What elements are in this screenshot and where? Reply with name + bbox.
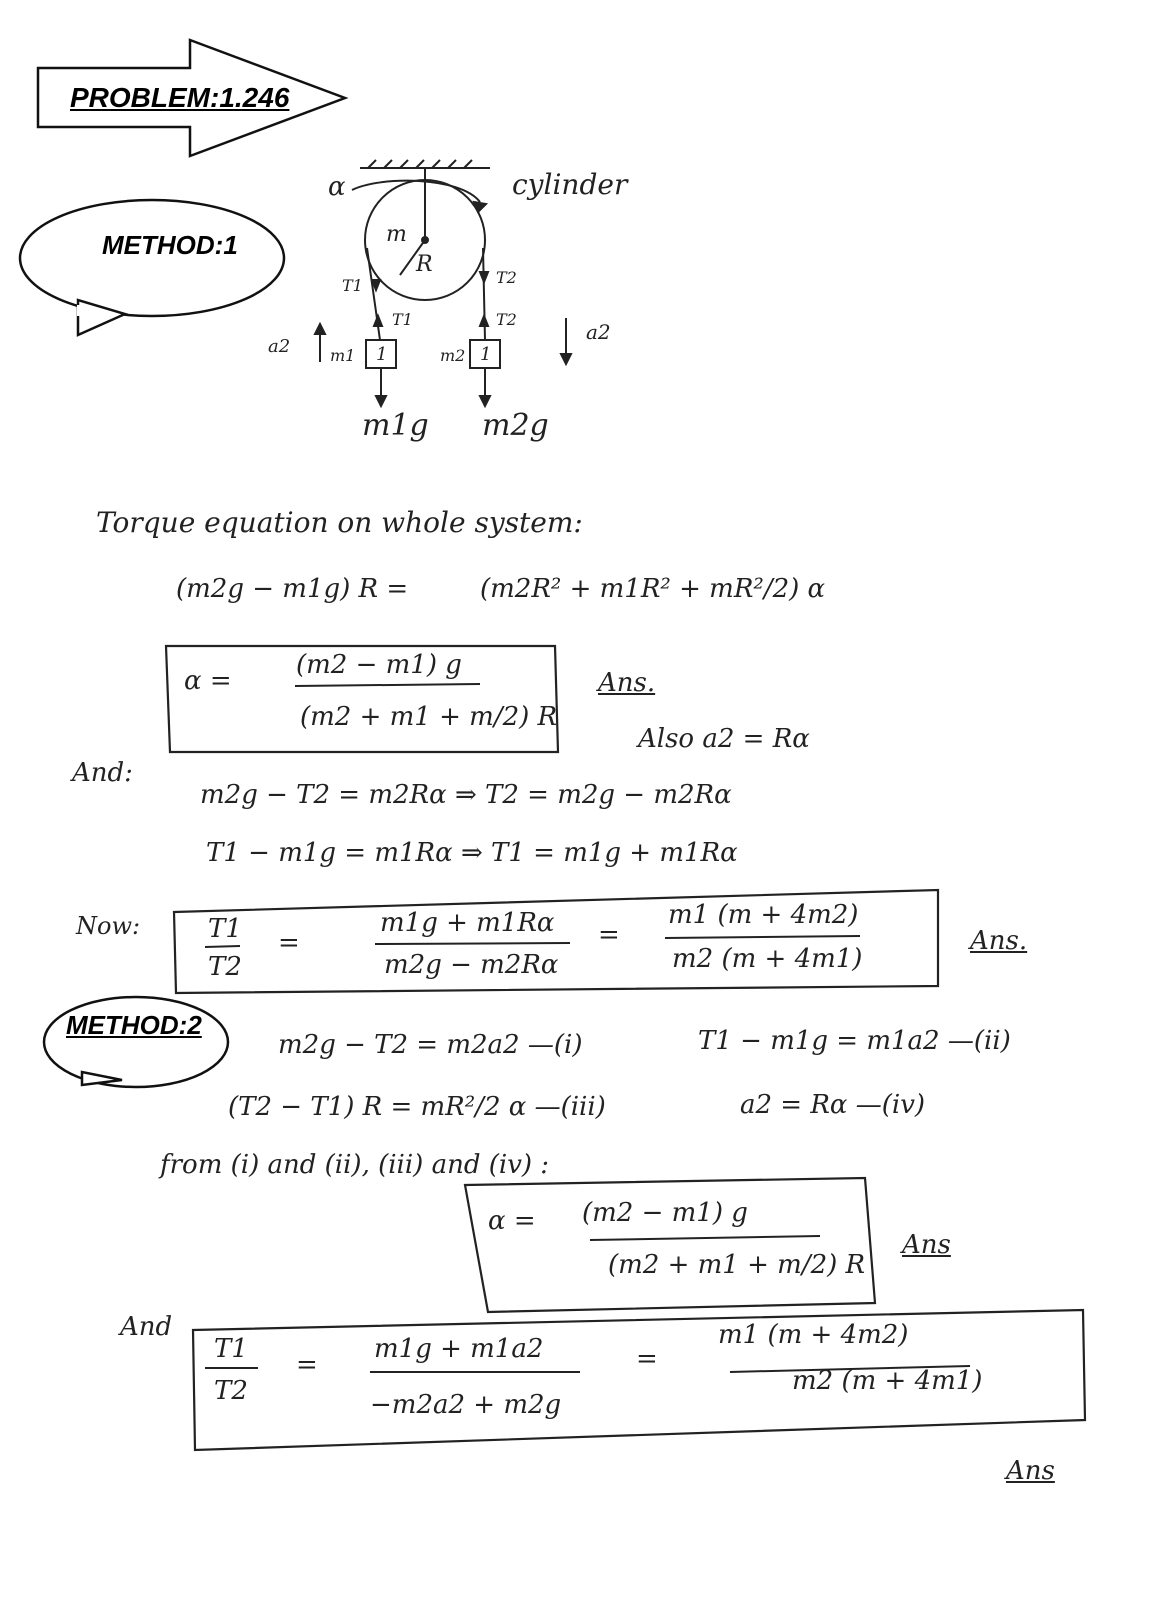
m2-eq4: a2 = Rα —(iv) [740, 1090, 926, 1120]
mid2-num: m1g + m1a2 [374, 1334, 544, 1364]
alpha1-lhs: α = [184, 666, 232, 696]
res2-num: m1 (m + 4m2) [718, 1320, 909, 1350]
ans-3: Ans [902, 1230, 951, 1260]
problem-label: PROBLEM:1.246 [70, 82, 290, 113]
mid1-num: m1g + m1Rα [380, 908, 555, 938]
eq-t2: m2g − T2 = m2Rα ⇒ T2 = m2g − m2Rα [200, 780, 732, 810]
equals-1: = [278, 928, 300, 958]
method1-label: METHOD:1 [102, 230, 238, 260]
alpha2-num: (m2 − m1) g [582, 1198, 748, 1228]
m2-eq1: m2g − T2 = m2a2 —(i) [278, 1030, 583, 1060]
radius-label: R [416, 252, 433, 277]
ratio2-num: T1 [214, 1334, 248, 1364]
alpha-label: α [328, 172, 346, 202]
t2-top-label: T2 [496, 268, 517, 287]
mid1-den: m2g − m2Rα [384, 950, 559, 980]
equals-3: = [296, 1350, 318, 1380]
alpha1-num: (m2 − m1) g [296, 650, 462, 680]
also-eq: Also a2 = Rα [638, 724, 810, 754]
a2-right-label: a2 [586, 320, 611, 344]
m2-eq2: T1 − m1g = m1a2 —(ii) [698, 1026, 1011, 1056]
and-label-1: And: [72, 758, 133, 788]
ans-1: Ans. [598, 668, 656, 698]
ratio2-den: T2 [214, 1376, 248, 1406]
torque-rhs: (m2R² + m1R² + mR²/2) α [480, 574, 826, 604]
ratio1-num: T1 [208, 914, 242, 944]
m2g-label: m2g [482, 408, 549, 443]
alpha2-den: (m2 + m1 + m/2) R [608, 1250, 866, 1280]
t2-bottom-label: T2 [496, 310, 517, 329]
res2-den: m2 (m + 4m1) [792, 1366, 983, 1396]
ans-2: Ans. [970, 926, 1028, 956]
block1-label: 1 [376, 344, 388, 365]
ratio1-den: T2 [208, 952, 242, 982]
cylinder-label: cylinder [512, 168, 628, 201]
m2-left-label: m2 [440, 346, 466, 365]
m2-eq3: (T2 − T1) R = mR²/2 α —(iii) [228, 1092, 606, 1122]
a2-left-label: a2 [268, 336, 291, 357]
m1g-label: m1g [362, 408, 429, 443]
alpha2-lhs: α = [488, 1206, 536, 1236]
mass-m-label: m [386, 222, 407, 247]
from-text: from (i) and (ii), (iii) and (iv) : [160, 1150, 550, 1180]
method2-label: METHOD:2 [66, 1010, 202, 1040]
m1-left-label: m1 [330, 346, 356, 365]
alpha1-den: (m2 + m1 + m/2) R [300, 702, 558, 732]
torque-lhs: (m2g − m1g) R = [176, 574, 409, 604]
res1-num: m1 (m + 4m2) [668, 900, 859, 930]
torque-heading: Torque equation on whole system: [96, 506, 583, 539]
ans-4: Ans [1006, 1456, 1055, 1486]
eq-t1: T1 − m1g = m1Rα ⇒ T1 = m1g + m1Rα [206, 838, 738, 868]
block2-label: 1 [480, 344, 492, 365]
and-label-2: And [120, 1312, 173, 1342]
equals-2: = [598, 920, 620, 950]
equals-4: = [636, 1344, 658, 1374]
t1-bottom-label: T1 [392, 310, 413, 329]
t1-top-label: T1 [342, 276, 363, 295]
mid2-den: −m2a2 + m2g [370, 1390, 562, 1420]
res1-den: m2 (m + 4m1) [672, 944, 863, 974]
now-label: Now: [76, 912, 141, 940]
